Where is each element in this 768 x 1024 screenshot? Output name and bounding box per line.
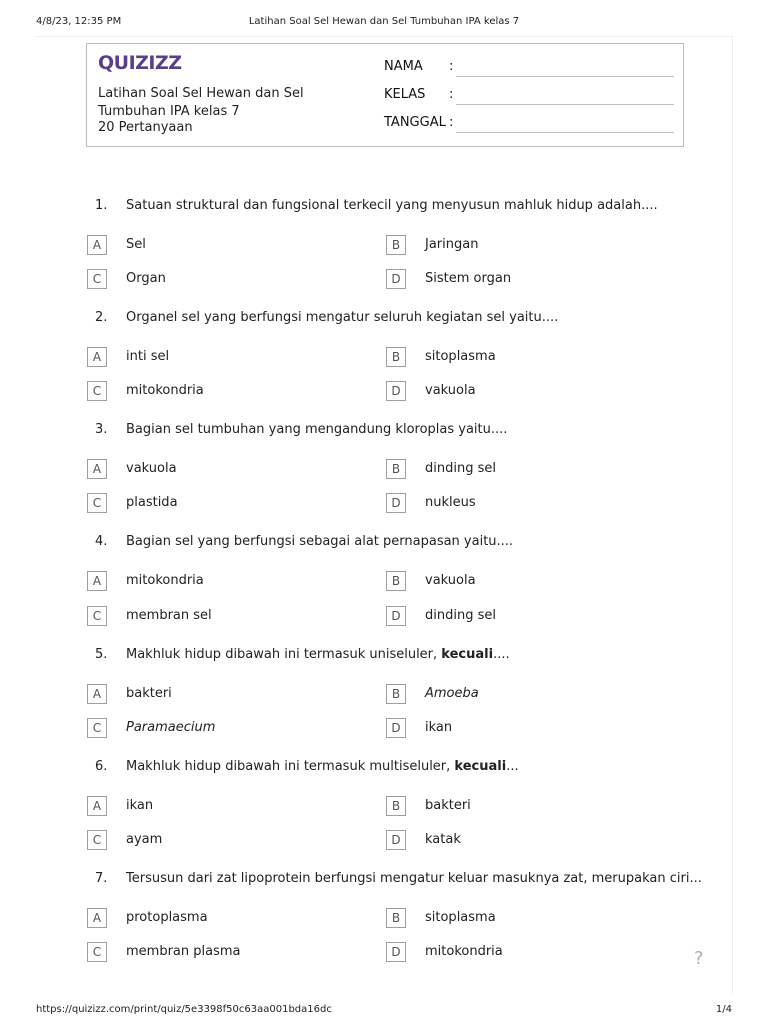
field-label: TANGGAL bbox=[384, 115, 446, 130]
name-field: NAMA : bbox=[384, 59, 674, 77]
class-field: KELAS : bbox=[384, 87, 674, 105]
print-header bbox=[36, 16, 732, 30]
field-label: NAMA bbox=[384, 59, 423, 74]
name-line bbox=[456, 76, 674, 77]
class-line bbox=[456, 104, 674, 105]
quiz-title: Latihan Soal Sel Hewan dan Sel Tumbuhan IPA kelas 7 bbox=[98, 86, 304, 119]
print-date: 4/8/23, 12:35 PM bbox=[36, 16, 122, 27]
page-number: 1/4 bbox=[715, 1004, 732, 1015]
quizizz-logo: QUIZIZZ bbox=[98, 52, 182, 74]
quiz-header-box bbox=[86, 43, 684, 147]
print-title: Latihan Soal Sel Hewan dan Sel Tumbuhan IPA kelas 7 bbox=[248, 16, 520, 27]
print-url: https://quizizz.com/print/quiz/5e3398f50c63aa001bda16dc bbox=[36, 1004, 332, 1015]
date-line bbox=[456, 132, 674, 133]
page-frame bbox=[36, 36, 733, 995]
date-field: TANGGAL : bbox=[384, 115, 674, 133]
question-count: 20 Pertanyaan bbox=[98, 120, 193, 135]
help-icon[interactable]: ? bbox=[694, 948, 704, 969]
field-label: KELAS bbox=[384, 87, 426, 102]
